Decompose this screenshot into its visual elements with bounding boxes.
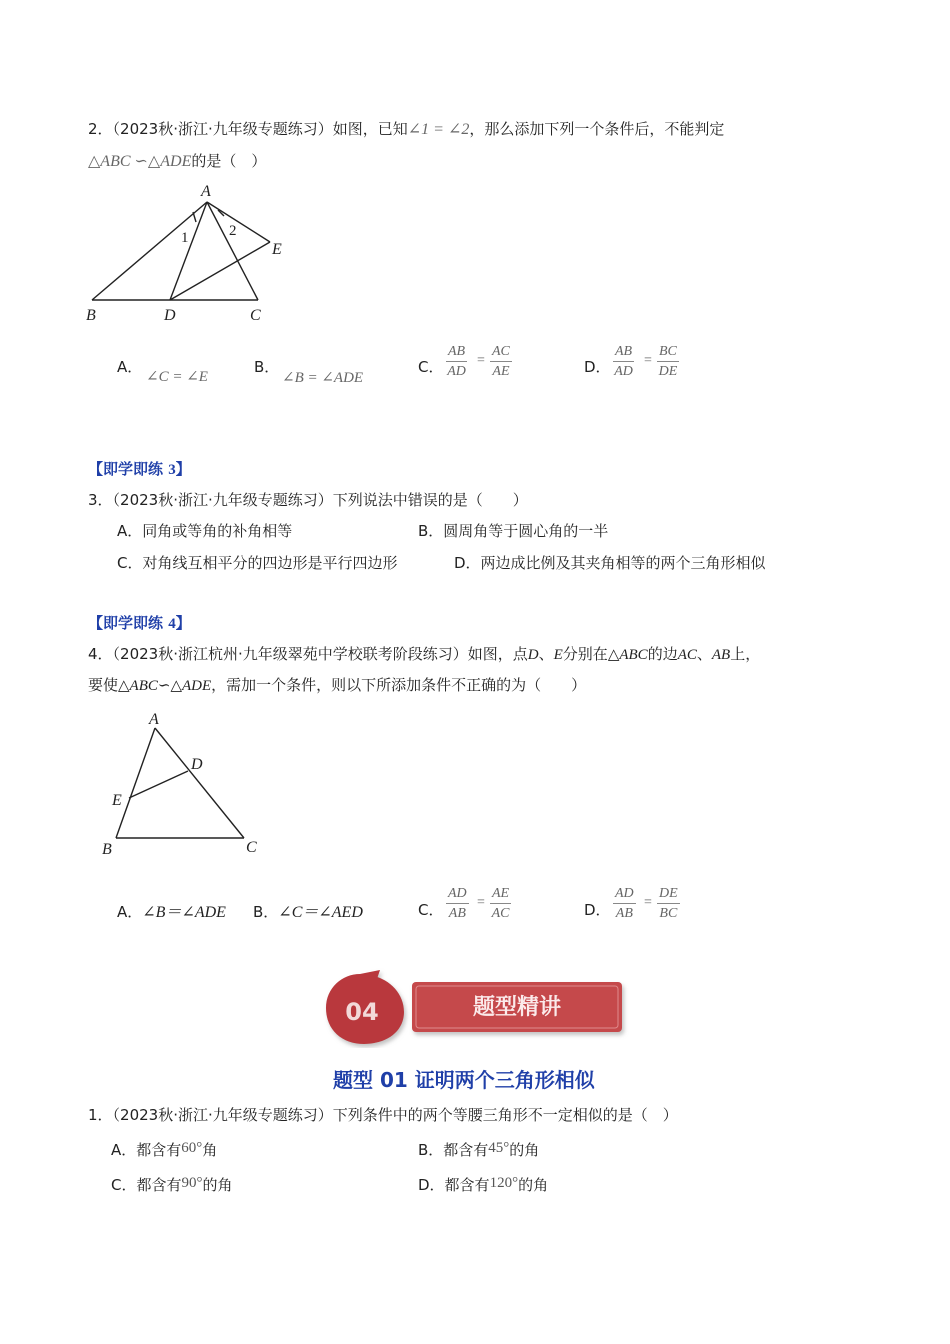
q2-stem-line2 <box>88 150 266 171</box>
q2-fig-label-B: B <box>86 307 96 324</box>
q2-similarity: △ABC ∽△ADE <box>88 153 192 170</box>
q2-fig-label-C: C <box>250 307 261 324</box>
q2-fig-label-D: D <box>164 307 176 324</box>
drill3-option-d[interactable]: D．两边成比例及其夹角相等的两个三角形相似 <box>454 554 766 572</box>
drill3-option-c[interactable]: C．对角线互相平分的四边形是平行四边形 <box>117 554 398 572</box>
drill4-fig-label-D: D <box>191 756 203 773</box>
q1-option-c[interactable]: C．都含有90°的角 <box>111 1175 233 1194</box>
section-banner <box>320 968 630 1048</box>
drill4-option-c-eq: = <box>477 895 485 910</box>
drill4-option-d-eq: = <box>644 895 652 910</box>
drill4-option-d-frac1: $\frac{AD}{AB}$ <box>615 886 634 921</box>
q2-option-a-math: ∠C = ∠E <box>146 369 208 385</box>
q2-option-d-frac1: $\frac{AB}{AD}$ <box>614 344 633 379</box>
q2-stem-line1 <box>88 118 724 139</box>
drill3-header: 【即学即练 3】 <box>88 460 191 478</box>
drill4-stem-line2: 要使△ABC∽△ADE，需加一个条件，则以下所添加条件不正确的为（ ） <box>88 676 587 694</box>
q2-stem-part2: ，那么添加下列一个条件后，不能判定 <box>469 120 725 138</box>
drill3-option-b[interactable]: B．圆周角等于圆心角的一半 <box>418 522 609 540</box>
section-title: 题型 01 证明两个三角形相似 <box>333 1068 595 1092</box>
q2-option-b-math: ∠B = ∠ADE <box>282 370 364 386</box>
drill4-fig-label-C: C <box>246 839 257 856</box>
q2-figure <box>80 180 300 330</box>
drill4-fig-label-A: A <box>149 712 159 728</box>
q2-fig-label-A: A <box>201 183 211 200</box>
q2-option-d-label[interactable]: D． <box>584 358 611 376</box>
q2-option-d-eq: = <box>644 353 652 368</box>
drill4-line-AC <box>155 728 244 838</box>
q2-line-AC <box>207 202 258 300</box>
drill3-stem: 3．（2023秋·浙江·九年级专题练习）下列说法中错误的是（ ） <box>88 491 528 509</box>
drill4-fig-label-E: E <box>112 792 122 809</box>
q2-fig-angle-2: 2 <box>229 223 237 239</box>
q2-stem-part1: 2．（2023秋·浙江·九年级专题练习）如图，已知 <box>88 120 408 138</box>
drill4-option-c-frac1: $\frac{AD}{AB}$ <box>448 886 467 921</box>
q2-option-c-frac1: $\frac{AB}{AD}$ <box>447 344 466 379</box>
q2-option-c-frac2: $\frac{AC}{AE}$ <box>492 344 510 379</box>
q2-line-BA <box>92 202 207 300</box>
drill4-option-d-frac2: $\frac{DE}{BC}$ <box>659 886 678 921</box>
q2-angle-condition: ∠1 = ∠2 <box>407 121 470 138</box>
drill4-option-c-label[interactable]: C． <box>418 901 444 919</box>
q2-option-d-frac2: $\frac{BC}{DE}$ <box>658 344 678 379</box>
drill3-option-a[interactable]: A．同角或等角的补角相等 <box>117 522 293 540</box>
q2-stem-part3: 的是（ ） <box>191 152 267 170</box>
q2-fig-angle-1: 1 <box>181 230 189 246</box>
section-badge-number: 04 <box>345 998 379 1026</box>
drill4-option-d-label[interactable]: D． <box>584 901 611 919</box>
q2-option-c-label[interactable]: C． <box>418 358 444 376</box>
drill4-option-c-frac2: $\frac{AE}{AC}$ <box>491 886 510 921</box>
drill4-figure <box>96 712 276 862</box>
drill4-option-a[interactable]: A．∠B＝∠ADE <box>117 903 226 921</box>
q1-option-a[interactable]: A．都含有60°角 <box>111 1140 218 1159</box>
q2-line-DE <box>170 242 270 300</box>
drill4-fig-label-B: B <box>102 841 112 858</box>
q1-option-d[interactable]: D．都含有120°的角 <box>418 1175 549 1194</box>
q2-option-c-eq: = <box>477 353 485 368</box>
q2-fig-label-E: E <box>272 241 282 258</box>
drill4-line-AB <box>116 728 155 838</box>
drill4-option-b[interactable]: B．∠C＝∠AED <box>253 903 363 921</box>
drill4-stem-line1: 4．（2023秋·浙江杭州·九年级翠苑中学校联考阶段练习）如图，点D、E分别在△ABC的边AC、AB上， <box>88 645 761 663</box>
q2-line-AE <box>207 202 270 242</box>
section-banner-text: 题型精讲 <box>472 995 562 1020</box>
drill4-header: 【即学即练 4】 <box>88 614 191 632</box>
q1-stem: 1．（2023秋·浙江·九年级专题练习）下列条件中的两个等腰三角形不一定相似的是（ ） <box>88 1106 678 1124</box>
q1-option-b[interactable]: B．都含有45°的角 <box>418 1140 540 1159</box>
q2-option-b-label[interactable]: B． <box>254 358 280 376</box>
q2-option-a-label[interactable]: A． <box>117 358 143 376</box>
q2-line-AD <box>170 202 207 300</box>
